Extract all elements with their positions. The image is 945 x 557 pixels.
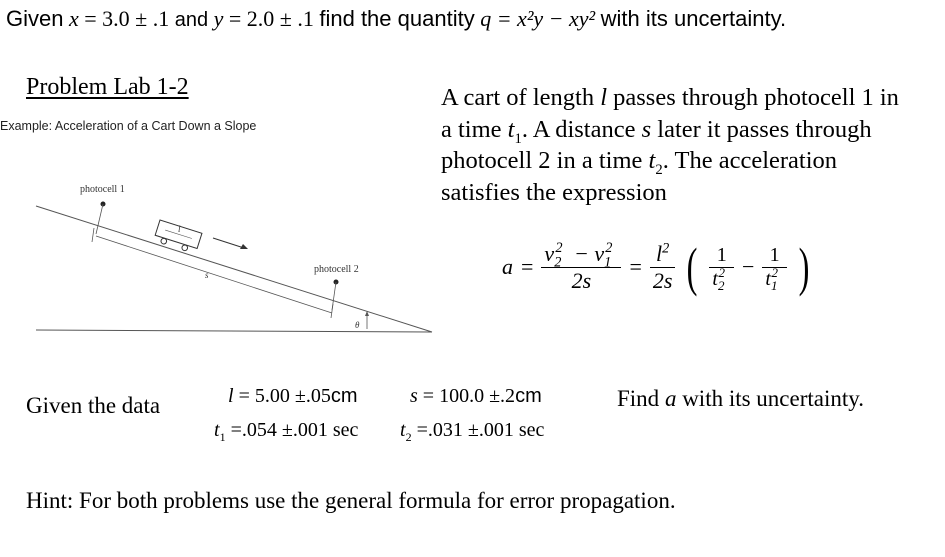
- problem-title: Problem Lab 1-2: [26, 74, 189, 100]
- hint-text: Hint: For both problems use the general formula for error propagation.: [26, 488, 676, 513]
- find-a-text: Find a with its uncertainty.: [617, 386, 865, 411]
- data-t2: $t_2 =.031 \pm.001$ sec: [400, 419, 545, 444]
- and-word: and: [174, 9, 209, 31]
- y-value: = 2.0 ± .1: [228, 6, 314, 31]
- x-variable: x: [68, 6, 79, 31]
- y-variable: y: [213, 6, 224, 31]
- find-text: find the quantity: [319, 6, 475, 31]
- formula-a: a: [502, 254, 513, 279]
- s-label: s: [205, 270, 209, 280]
- problem1-statement: [6, 6, 786, 32]
- q-equation: q = x²y − xy²: [480, 6, 596, 31]
- distance-line: [96, 236, 332, 313]
- example-caption: Example: Acceleration of a Cart Down a Slope: [0, 119, 257, 133]
- acceleration-formula: a = $\frac{v_2^2 - v_1^2}{2s}$ = $\frac{l^2}{2s}$ ( $\frac{1}{t_2^2}$ − $\frac{1}{t_1^2}$ ): [502, 237, 810, 297]
- x-value: = 3.0 ± .1: [84, 6, 170, 31]
- incline-diagram: [0, 170, 440, 345]
- data-t1: $t_1 =.054 \pm.001$ sec: [214, 419, 359, 444]
- length-fraction: $\frac{l^2}{2s}$: [650, 241, 676, 294]
- inverse-t2-fraction: $\frac{1}{t_2^2}$: [709, 244, 734, 291]
- formula-equals: =: [521, 254, 534, 279]
- description-line-2: a time $t_1$. A distance s later it passes through: [441, 115, 872, 147]
- motion-arrow: [213, 238, 244, 248]
- slope-line: [36, 206, 432, 332]
- photocell1-label: photocell 1: [80, 184, 125, 195]
- inverse-t1-fraction: $\frac{1}{t_1^2}$: [762, 244, 787, 291]
- data-l: l = 5.00 ±.05cm: [228, 385, 358, 407]
- description-line-4: satisfies the expression: [441, 178, 667, 206]
- description-line-1: A cart of length l passes through photocell 1 in: [441, 84, 899, 111]
- given-word: Given: [6, 6, 64, 31]
- l-label: l: [178, 224, 181, 234]
- ground-line: [36, 330, 432, 332]
- problem-description: [441, 82, 899, 208]
- velocity-fraction: $\frac{v_2^2 - v_1^2}{2s}$: [541, 241, 621, 294]
- photocell2-label: photocell 2: [314, 264, 359, 275]
- data-s: s = 100.0 ±.2cm: [410, 385, 542, 407]
- theta-label: θ: [355, 320, 360, 330]
- description-line-3: photocell 2 in a time $t_2$. The acceleration: [441, 147, 838, 178]
- given-data-label: Given the data: [26, 393, 161, 418]
- uncertainty-text: with its uncertainty.: [600, 6, 787, 31]
